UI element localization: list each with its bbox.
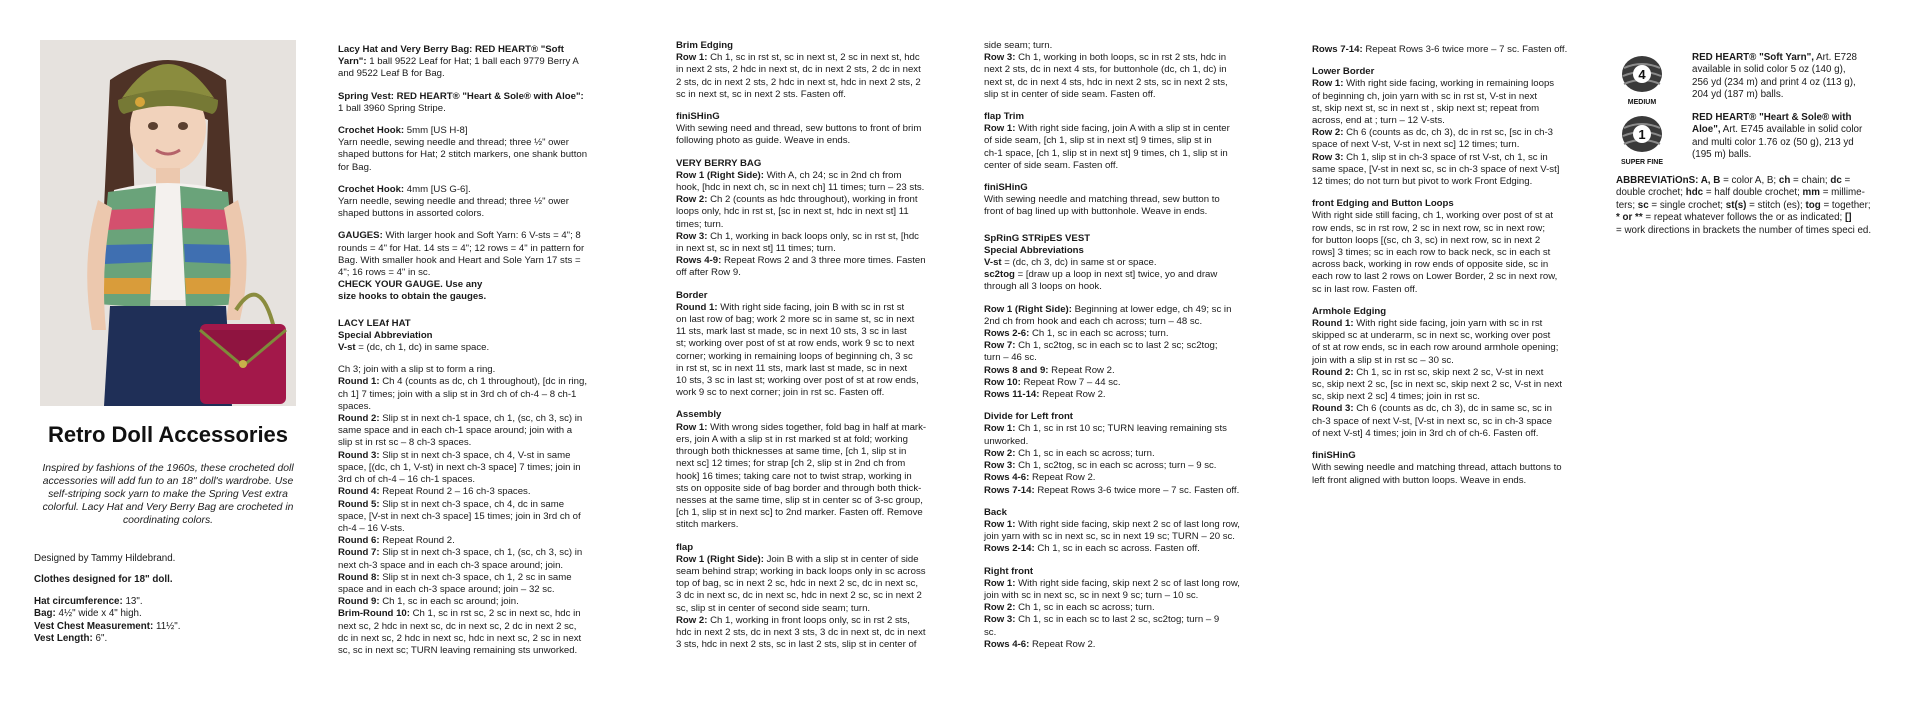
instruction-line: 12 times; do not turn but pivot to work Front Edging.	[1312, 176, 1533, 188]
instruction-line: of next V-st] 4 times; join in 3rd ch of ch-6. Fasten off.	[1312, 427, 1539, 439]
instruction-line: Round 9: Ch 1, sc in each sc around; join.	[338, 596, 519, 608]
instruction-line: Rows 4-6: Repeat Row 2.	[984, 472, 1096, 484]
instruction-block	[984, 411, 1260, 496]
instruction-block	[338, 184, 614, 221]
instruction-line: Lacy Hat and Very Berry Bag: RED HEART® "Soft	[338, 44, 564, 55]
instruction-line: sc, slip st in center of second side seam; turn.	[676, 602, 871, 614]
instruction-block	[676, 40, 952, 101]
instruction-line: shaped buttons for Hat; 2 stitch markers, one shank button	[338, 149, 588, 161]
instruction-line: Round 1: With right side facing, join B with sc in rst st	[676, 301, 905, 313]
instruction-line: work 9 sc to next corner; join in rst sc. Fasten off.	[676, 387, 885, 399]
yarn-heart-sole-info: RED HEART® "Heart & Sole® with Aloe", Art. E745 available in solid color and multi color 1.76 oz (50 g), 213 yd (195 m) balls.	[1692, 112, 1863, 161]
yarn-weight-superfine-icon	[1620, 112, 1664, 166]
instruction-line: ch-3 space of next V-st, [V-st in next sc, sc in ch-3 space	[1312, 415, 1552, 427]
instruction-line: Special Abbreviation	[338, 329, 433, 341]
instruction-line: sc, skip next 2 sc] 4 times; join in rst sc.	[1312, 391, 1480, 403]
instruction-line: center of side seam. Fasten off.	[984, 159, 1119, 171]
instruction-line: Round 7: Slip st in next ch-3 space, ch 1, (sc, ch 3, sc) in	[338, 547, 583, 559]
instruction-block	[338, 91, 614, 115]
instruction-line: unworked.	[984, 435, 1029, 447]
instruction-line: next st, dc in next 4 sts, hdc in next 2 sts, sc in next 2 sts,	[984, 76, 1228, 88]
instruction-line: Round 5: Slip st in next ch-3 space, ch 4, dc in same	[338, 498, 565, 510]
instruction-line: Round 1: With right side facing, join yarn with sc in rst	[1312, 318, 1543, 330]
doll-photo	[40, 40, 296, 406]
instruction-line: 11 sts, mark last st made, sc in next 10 sts, 3 sc in last	[676, 326, 907, 338]
instruction-line: ers, join A with a slip st in rst marked st at fold; working	[676, 433, 908, 445]
intro-text: Inspired by fashions of the 1960s, these crocheted doll accessories will add fun to an 18" doll's wardrobe. Use self-striping sock yarn to make the Spring Vest extra colorful. Lacy Hat and Very Berry Bag are crocheted in coordinating colors.	[42, 463, 294, 526]
instruction-line: flap Trim	[984, 111, 1024, 123]
instruction-line: Row 2: Ch 1, sc in each sc across; turn.	[984, 447, 1155, 459]
instruction-line: Rows 8 and 9: Repeat Row 2.	[984, 364, 1115, 376]
instruction-line: sc, sc in next sc; TURN leaving remaining sts unworked.	[338, 644, 578, 656]
instruction-line: and 9522 Leaf B for Bag.	[338, 68, 445, 80]
instruction-line: next sc] 12 times; for strap [ch 2, slip st in 2nd ch from	[676, 458, 906, 470]
instruction-line: times; turn.	[676, 218, 724, 230]
instruction-block	[984, 40, 1260, 101]
instruction-block	[338, 44, 614, 81]
instruction-line: hook] 16 times; taking care not to twist strap, working in	[676, 470, 912, 482]
measurement-list	[34, 596, 304, 646]
instruction-line: Rows 7-14: Repeat Rows 3-6 twice more – 7 sc. Fasten off.	[984, 484, 1240, 496]
instruction-line: for button loops [(sc, ch 3, sc) in next row, sc in next 2	[1312, 234, 1541, 246]
instruction-line: size hooks to obtain the gauges.	[338, 291, 487, 303]
instruction-line: row ends, sc in rst row, 2 sc in next row, sc in next row;	[1312, 222, 1545, 234]
instruction-line: skipped sc at underarm, sc in next sc, working over post	[1312, 330, 1551, 342]
instruction-line: across, end at ; turn – 12 V-sts.	[1312, 115, 1445, 127]
instruction-line: sc in last row. Fasten off.	[1312, 283, 1418, 295]
instruction-line: join yarn with sc in next sc, sc in next 19 sc; TURN – 20 sc.	[984, 531, 1235, 543]
instruction-line: next ch-3 space and in each ch-3 space around; join.	[338, 559, 564, 571]
instruction-line: in next st, sc in next st] 11 times; turn.	[676, 243, 836, 255]
instruction-block	[338, 125, 614, 174]
instruction-line: Special Abbreviations	[984, 244, 1084, 256]
instruction-line: same space and in each ch-1 space around; join with a	[338, 425, 573, 437]
instruction-line: Round 4: Repeat Round 2 – 16 ch-3 spaces.	[338, 486, 531, 498]
instruction-line: join with a slip st in rst sc – 30 sc.	[1312, 354, 1454, 366]
instruction-block	[984, 507, 1260, 556]
instruction-line: 1 ball 3960 Spring Stripe.	[338, 102, 446, 114]
instruction-line: Yarn needle, sewing needle and thread; three ½" ower	[338, 137, 569, 149]
instruction-line: of beginning ch, join yarn with sc in rst st, V-st in next	[1312, 90, 1538, 102]
yarn-weight-medium-icon	[1620, 52, 1664, 106]
instruction-line: Right front	[984, 565, 1034, 577]
instruction-block	[984, 233, 1260, 294]
instruction-line: Border	[676, 289, 708, 301]
instruction-line: finiSHinG	[676, 111, 720, 123]
instruction-line: Row 7: Ch 1, sc2tog, sc in each sc to last 2 sc; sc2tog;	[984, 340, 1218, 352]
instruction-line: Row 3: Ch 1, sc2tog, sc in each sc across; turn – 9 sc.	[984, 460, 1217, 472]
instruction-block	[984, 182, 1260, 219]
instruction-block	[984, 566, 1260, 651]
yarn-soft-yarn-info: RED HEART® "Soft Yarn", Art. E728 available in solid color 5 oz (140 g), 256 yd (234 m) and print 4 oz (113 g), 204 yd (187 m) balls.	[1692, 52, 1857, 101]
instruction-line: space, [V-st in next ch-3 space] 15 times; join in 3rd ch of	[338, 510, 581, 522]
instruction-line: ch 1] 7 times; join with a slip st in 3rd ch of ch-4 – 8 ch-1	[338, 388, 577, 400]
designer-info	[34, 553, 304, 645]
instruction-line: next 2 sts, dc in next 4 sts, for buttonhole (dc, ch 1, dc) in	[984, 64, 1227, 76]
instruction-line: Crochet Hook: 5mm [US H-8]	[338, 125, 468, 137]
measurement-item: Vest Chest Measurement: 11½".	[34, 620, 181, 632]
instruction-line: Row 1 (Right Side): Beginning at lower edge, ch 49; sc in	[984, 303, 1232, 315]
instruction-line: 4"; 16 rows = 4" in sc.	[338, 267, 431, 279]
instruction-line: finiSHinG	[1312, 450, 1356, 462]
instruction-line: Rows 2-14: Ch 1, sc in each sc across. Fasten off.	[984, 543, 1200, 555]
measurement-item: Bag: 4½" wide x 4" high.	[34, 608, 142, 620]
instruction-line: 2 sts, dc in next 2 sts, 2 hdc in next st, hdc in next 2 sts, 2	[676, 76, 921, 88]
instruction-line: in rst st, sc in next 11 sts, mark last st made, sc in next	[676, 362, 908, 374]
svg-text:MEDIUM: MEDIUM	[1627, 99, 1657, 106]
instruction-line: corner; working in remaining loops of beginning ch, 3 sc	[676, 350, 913, 362]
instruction-line: same space, [V-st in next sc, sc in ch-3 space of next V-st]	[1312, 163, 1560, 175]
instruction-block	[676, 542, 952, 652]
instruction-line: 3rd ch of ch-4 – 16 ch-1 spaces.	[338, 474, 476, 486]
doll-illustration	[40, 40, 296, 406]
instruction-line: spaces.	[338, 400, 372, 412]
svg-text:SUPER FINE: SUPER FINE	[1620, 159, 1664, 166]
instruction-line: Rows 4-9: Repeat Rows 2 and 3 three more times. Fasten	[676, 255, 926, 267]
instruction-line: shaped buttons in assorted colors.	[338, 208, 485, 220]
instruction-line: [ch 1, slip st in next sc] to 2nd marker. Fasten off. Remove	[676, 507, 923, 519]
instruction-line: GAUGES: With larger hook and Soft Yarn: 6 V-sts = 4"; 8	[338, 230, 581, 242]
instruction-line: Bag. With smaller hook and Heart and Sole Yarn 17 sts =	[338, 254, 581, 266]
instruction-line: Row 1: Ch 1, sc in rst 10 sc; TURN leaving remaining sts	[984, 423, 1227, 435]
materials-hat-column	[338, 44, 614, 667]
instruction-line: Row 1: With right side facing, join A with a slip st in center	[984, 123, 1230, 135]
instruction-line: With sewing need and thread, sew buttons to front of brim	[676, 123, 922, 135]
instruction-line: stitch markers.	[676, 519, 739, 531]
instruction-line: SpRinG STRipES VEST	[984, 232, 1091, 244]
instruction-line: Assembly	[676, 409, 722, 421]
instruction-line: Row 2: Ch 1, sc in each sc across; turn.	[984, 602, 1155, 614]
instruction-line: rounds = 4" for Hat. 14 sts = 4"; 12 rows = 4" in pattern for	[338, 242, 585, 254]
instruction-line: Round 1: Ch 4 (counts as dc, ch 1 throughout), [dc in ring,	[338, 376, 588, 388]
instruction-line: nesses at the same time, slip st in center sc of 3-sc group,	[676, 494, 923, 506]
instruction-block	[1312, 450, 1588, 487]
instruction-line: Row 1 (Right Side): With A, ch 24; sc in 2nd ch from	[676, 169, 902, 181]
instruction-line: Row 1: With right side facing, working in remaining loops	[1312, 78, 1555, 90]
instruction-block	[338, 318, 614, 355]
instruction-line: CHECK YOUR GAUGE. Use any	[338, 279, 483, 291]
instruction-line: slip st in rst sc – 8 ch-3 spaces.	[338, 437, 472, 449]
instruction-line: Row 10: Repeat Row 7 – 44 sc.	[984, 376, 1121, 388]
instruction-line: Round 2: Ch 1, sc in rst sc, skip next 2 sc, V-st in next	[1312, 366, 1544, 378]
bag-instructions-column	[676, 40, 952, 661]
vest-finishing-column	[1312, 44, 1588, 497]
instruction-line: st, skip next st, sc in next st , skip next st; repeat from	[1312, 102, 1540, 114]
measurement-item: Vest Length: 6".	[34, 633, 108, 645]
instruction-line: Row 1: With right side facing, skip next 2 sc of last long row,	[984, 577, 1240, 589]
instruction-line: 3 sts, hdc in next 2 sts, sc in last 2 sts, slip st in center of	[676, 639, 917, 651]
instruction-line: Row 3: Ch 1, working in both loops, sc in rst 2 sts, hdc in	[984, 52, 1227, 64]
instruction-block	[1312, 198, 1588, 296]
instruction-line: Rows 4-6: Repeat Row 2.	[984, 638, 1096, 650]
instruction-line: front of bag lined up with buttonhole. Weave in ends.	[984, 206, 1208, 218]
instruction-line: rows] 3 times; sc in each row to back neck, sc in each st	[1312, 247, 1551, 259]
instruction-line: across back, working in row ends of opposite side, sc in	[1312, 259, 1549, 271]
instruction-line: Ch 3; join with a slip st to form a ring.	[338, 364, 496, 376]
instruction-line: sc2tog = [draw up a loop in next st] twice, yo and draw	[984, 269, 1218, 281]
instruction-line: sc, skip next 2 sc, [sc in next sc, skip next 2 sc, V-st in next	[1312, 379, 1563, 391]
instruction-line: sc.	[984, 626, 997, 638]
instruction-line: Rows 11-14: Repeat Row 2.	[984, 389, 1106, 401]
instruction-line: 10 sts, 3 sc in last st; working over post of st at row ends,	[676, 375, 919, 387]
clothes-note: Clothes designed for 18" doll.	[34, 574, 173, 586]
instruction-line: Brim-Round 10: Ch 1, sc in rst sc, 2 sc in next sc, hdc in	[338, 608, 581, 620]
instruction-line: Row 1: With right side facing, skip next 2 sc of last long row,	[984, 518, 1240, 530]
instruction-block	[984, 111, 1260, 172]
instruction-line: next sc, 2 hdc in next sc, dc in next sc, 2 dc in next 2 sc,	[338, 620, 577, 632]
instruction-block	[984, 304, 1260, 402]
instruction-line: space of next V-st, V-st in next sc] 12 times; turn.	[1312, 139, 1520, 151]
instruction-line: Row 2: Ch 1, working in front loops only, sc in rst 2 sts,	[676, 614, 910, 626]
instruction-line: VERY BERRY BAG	[676, 157, 762, 169]
instruction-block	[676, 158, 952, 280]
abbreviation-line: = work directions in brackets the number of times speci ed.	[1616, 224, 1872, 236]
instruction-line: in next 2 sts, 2 hdc in next st, dc in next 2 sts, 2 dc in next	[676, 64, 921, 76]
instruction-line: Armhole Edging	[1312, 305, 1387, 317]
instruction-line: Round 2: Slip st in next ch-1 space, ch 1, (sc, ch 3, sc) in	[338, 413, 583, 425]
instruction-line: hdc in next 2 sts, dc in next 3 sts, 3 dc in next st, dc in next	[676, 626, 926, 638]
instruction-block	[338, 230, 614, 303]
instruction-line: on last row of bag; work 2 more sc in same st, sc in next	[676, 314, 915, 326]
instruction-line: Round 3: Slip st in next ch-3 space, ch 4, V-st in same	[338, 449, 571, 461]
page-title: Retro Doll Accessories	[47, 422, 289, 447]
abbreviation-line: * or ** = repeat whatever follows the or as indicated; []	[1616, 212, 1852, 224]
instruction-line: front Edging and Button Loops	[1312, 198, 1454, 210]
instruction-block	[676, 409, 952, 531]
instruction-line: Yarn needle, sewing needle and thread; three ½" ower	[338, 196, 569, 208]
instruction-line: Row 1: With wrong sides together, fold bag in half at mark-	[676, 421, 927, 433]
instruction-line: slip st in center of side seam. Fasten off.	[984, 88, 1156, 100]
instruction-block	[676, 290, 952, 400]
instruction-line: of st at row ends, sc in each row around armhole opening;	[1312, 342, 1559, 354]
instruction-line: seam behind strap; working in back loops only in sc across	[676, 565, 926, 577]
abbreviations-block	[1616, 175, 1888, 237]
instruction-line: ch-1 space, [ch 1, slip st in next st] 9 times, ch 1, slip st in	[984, 147, 1228, 159]
designer-credit: Designed by Tammy Hildebrand.	[34, 553, 176, 564]
instruction-line: top of bag, sc in next 2 sc, hdc in next 2 sc, dc in next sc,	[676, 578, 919, 590]
measurement-item: Hat circumference: 13".	[34, 595, 143, 607]
instruction-line: With sewing needle and matching thread, attach buttons to	[1312, 462, 1562, 474]
instruction-line: 3 dc in next sc, dc in next sc, hdc in next 2 sc, sc in next 2	[676, 590, 922, 602]
instruction-line: Round 8: Slip st in next ch-3 space, ch 1, 2 sc in same	[338, 571, 572, 583]
vest-instructions-column	[984, 40, 1260, 661]
instruction-block	[1312, 44, 1588, 56]
instruction-line: for Bag.	[338, 161, 372, 173]
instruction-line: V-st = (dc, ch 3, dc) in same st or space.	[984, 257, 1157, 269]
instruction-line: V-st = (dc, ch 1, dc) in same space.	[338, 342, 490, 354]
instruction-line: sc in next st, sc in next 2 sts. Fasten off.	[676, 88, 846, 100]
abbreviation-line: ters; sc = single crochet; st(s) = stitch (es); tog = together;	[1616, 199, 1871, 211]
instruction-line: Row 1: Ch 1, sc in rst st, sc in next st, 2 sc in next st, hdc	[676, 52, 920, 64]
instruction-block	[338, 364, 614, 657]
instruction-line: LACY LEAf HAT	[338, 317, 411, 329]
instruction-line: Divide for Left front	[984, 411, 1074, 423]
instruction-line: ch-4 – 16 V-sts.	[338, 522, 405, 534]
instruction-line: st; working over post of st at row ends, work 9 sc to next	[676, 338, 915, 350]
instruction-line: With sewing needle and matching thread, sew button to	[984, 194, 1220, 206]
instruction-line: Lower Border	[1312, 66, 1375, 78]
instruction-line: Spring Vest: RED HEART® "Heart & Sole® with Aloe":	[338, 90, 584, 102]
instruction-block	[676, 111, 952, 148]
instruction-line: Yarn": 1 ball 9522 Leaf for Hat; 1 ball each 9779 Berry A	[338, 56, 579, 68]
svg-text:1: 1	[1638, 127, 1646, 142]
instruction-line: Crochet Hook: 4mm [US G-6].	[338, 183, 471, 195]
instruction-line: Rows 7-14: Repeat Rows 3-6 twice more – 7 sc. Fasten off.	[1312, 44, 1568, 55]
instruction-line: Rows 2-6: Ch 1, sc in each sc across; turn.	[984, 328, 1169, 340]
instruction-line: finiSHinG	[984, 182, 1028, 194]
instruction-line: following photo as guide. Weave in ends.	[676, 135, 851, 147]
instruction-line: dc in next sc, 2 hdc in next sc, hdc in next sc, 2 sc in next	[338, 632, 582, 644]
instruction-line: 2nd ch from hook and each ch across; turn – 48 sc.	[984, 315, 1203, 327]
instruction-line: each row to last 2 rows on Lower Border, 2 sc in next row,	[1312, 271, 1558, 283]
instruction-line: Brim Edging	[676, 40, 734, 51]
instruction-line: left front aligned with button loops. Weave in ends.	[1312, 474, 1527, 486]
instruction-line: sts on opposite side of bag border and through both thick-	[676, 482, 922, 494]
instruction-line: Row 2: Ch 6 (counts as dc, ch 3), dc in rst sc, [sc in ch-3	[1312, 127, 1553, 139]
svg-text:4: 4	[1638, 67, 1646, 82]
instruction-block	[1312, 66, 1588, 188]
instruction-line: through both thicknesses at same time, [ch 1, slip st in	[676, 446, 907, 458]
instruction-line: space, [(dc, ch 1, V-st) in next ch-3 space] 7 times; join in	[338, 461, 581, 473]
instruction-line: Row 1 (Right Side): Join B with a slip st in center of side	[676, 553, 919, 565]
instruction-line: Round 3: Ch 6 (counts as dc, ch 3), dc in same sc, sc in	[1312, 403, 1552, 415]
instruction-line: With right side still facing, ch 1, working over post of st at	[1312, 210, 1554, 222]
instruction-line: of side seam, [ch 1, slip st in next st] 9 times, slip st in	[984, 135, 1212, 147]
instruction-line: through all 3 loops on hook.	[984, 281, 1102, 293]
instruction-line: loops only, hdc in rst st, [sc in next st, hdc in next st] 11	[676, 206, 909, 218]
instruction-line: hook, [hdc in next ch, sc in next ch] 11 times; turn – 23 sts.	[676, 182, 925, 194]
abbreviation-line: ABBREVIATiOnS: A, B = color A, B; ch = chain; dc =	[1616, 175, 1851, 186]
instruction-line: Row 2: Ch 2 (counts as hdc throughout), working in front	[676, 194, 918, 206]
instruction-line: Back	[984, 506, 1007, 518]
instruction-line: Row 3: Ch 1, working in back loops only, sc in rst st, [hdc	[676, 230, 919, 242]
instruction-line: space and in each ch-3 space around; join – 32 sc.	[338, 583, 555, 595]
instruction-line: Row 3: Ch 1, slip st in ch-3 space of rst V-st, ch 1, sc in	[1312, 151, 1548, 163]
instruction-line: turn – 46 sc.	[984, 352, 1037, 364]
instruction-line: Round 6: Repeat Round 2.	[338, 535, 455, 547]
instruction-line: side seam; turn.	[984, 40, 1053, 51]
instruction-line: join with sc in next sc, sc in next 9 sc; turn – 10 sc.	[984, 589, 1199, 601]
instruction-block	[1312, 306, 1588, 440]
instruction-line: off after Row 9.	[676, 267, 741, 279]
abbreviation-line: double crochet; hdc = half double crochet; mm = millime-	[1616, 187, 1865, 199]
instruction-line: Row 3: Ch 1, sc in each sc to last 2 sc, sc2tog; turn – 9	[984, 614, 1220, 626]
instruction-line: flap	[676, 541, 694, 553]
